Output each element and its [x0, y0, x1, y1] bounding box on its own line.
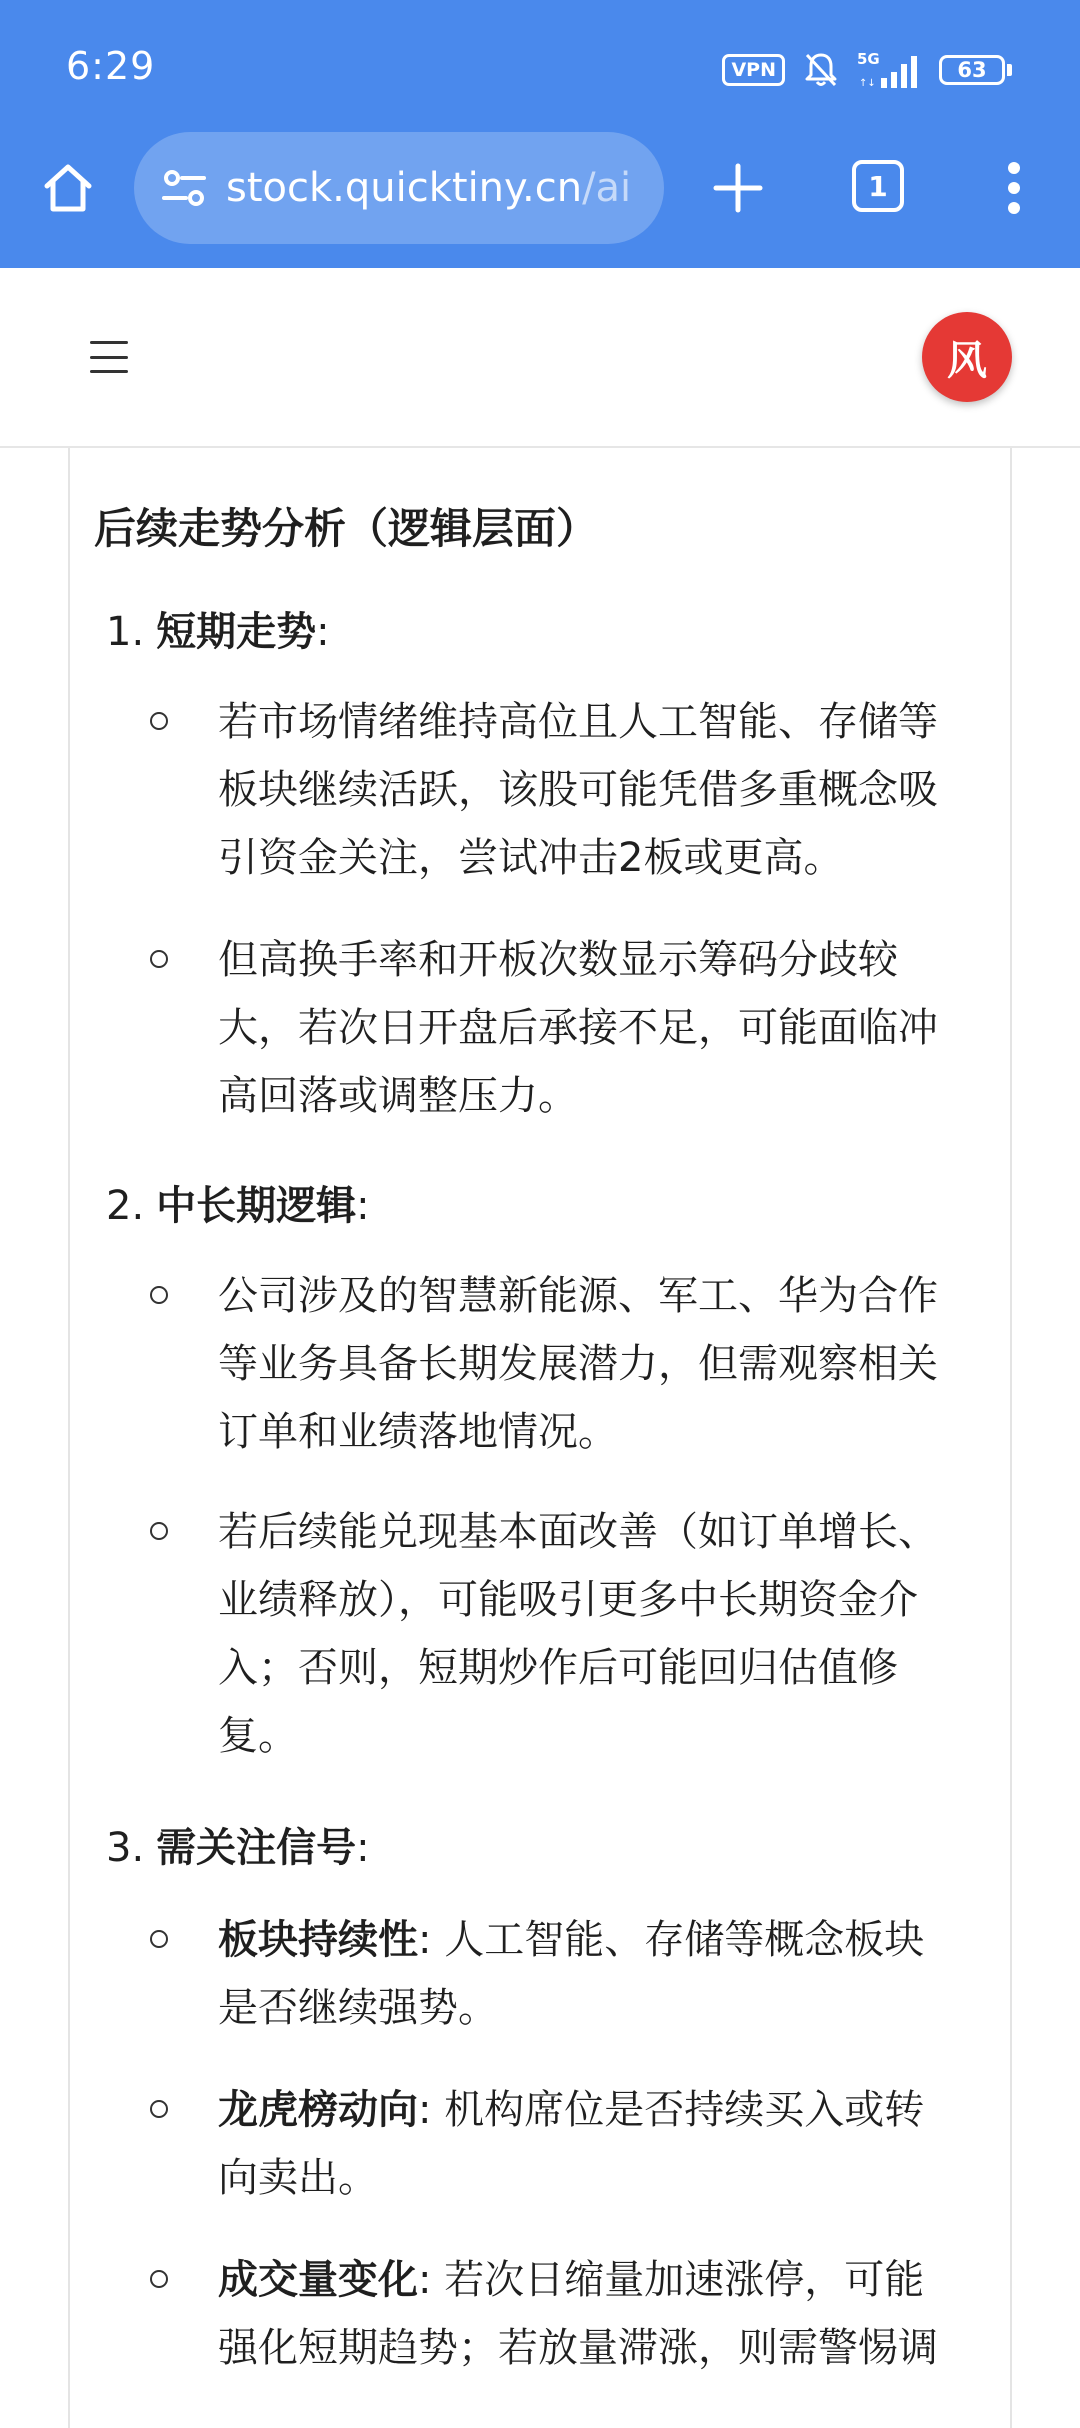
bell-muted-icon	[801, 50, 841, 90]
hollow-bullet-icon	[150, 712, 168, 730]
list-item-line: 龙虎榜动向: 机构席位是否持续买入或转	[218, 2087, 925, 2133]
list-item-line: 大，若次日开盘后承接不足，可能面临冲	[218, 1005, 938, 1051]
address-bar[interactable]	[134, 132, 664, 244]
battery-level: 63	[939, 55, 1005, 85]
list-item-line: 强化短期趋势；若放量滞涨，则需警惕调	[218, 2325, 938, 2371]
battery-icon	[939, 55, 1012, 85]
list-item-line: 板块持续性: 人工智能、存储等概念板块	[218, 1917, 925, 1963]
analysis-card	[68, 448, 1012, 2428]
section-heading: 2. 中长期逻辑:	[106, 1183, 370, 1229]
browser-chrome	[0, 0, 1080, 268]
hollow-bullet-icon	[150, 950, 168, 968]
section-title: 中长期逻辑	[156, 1183, 357, 1229]
section-heading: 1. 短期走势:	[106, 609, 330, 655]
list-item-line: 订单和业绩落地情况。	[218, 1409, 618, 1455]
plus-icon	[712, 162, 764, 214]
section-title: 短期走势	[156, 609, 317, 655]
list-item-line: 高回落或调整压力。	[218, 1073, 578, 1119]
hollow-bullet-icon	[150, 1522, 168, 1540]
url-host: stock.quicktiny.cn	[226, 165, 583, 211]
signal-label: 龙虎榜动向	[218, 2087, 418, 2133]
status-bar	[0, 0, 1080, 140]
list-item-line: 入；否则，短期炒作后可能回归估值修	[218, 1645, 898, 1691]
hamburger-menu-icon[interactable]	[90, 334, 136, 380]
browser-toolbar	[0, 130, 1080, 248]
list-item-line: 复。	[218, 1713, 298, 1759]
status-time: 6:29	[66, 44, 156, 88]
list-item-line: 引资金关注，尝试冲击2板或更高。	[218, 835, 844, 881]
signal-label: 成交量变化	[218, 2257, 418, 2303]
list-item-line: 若后续能兑现基本面改善（如订单增长、	[218, 1509, 938, 1555]
card-title: 后续走势分析（逻辑层面）	[94, 504, 599, 553]
list-item-line: 公司涉及的智慧新能源、军工、华为合作	[218, 1273, 938, 1319]
home-button[interactable]	[36, 156, 100, 220]
more-menu-button[interactable]	[982, 154, 1046, 222]
tab-switcher-button[interactable]: 1	[852, 160, 904, 212]
hollow-bullet-icon	[150, 1286, 168, 1304]
list-item-line: 成交量变化: 若次日缩量加速涨停，可能	[218, 2257, 925, 2303]
svg-text:↑↓: ↑↓	[859, 78, 876, 89]
vpn-icon: VPN	[722, 54, 785, 86]
new-tab-button[interactable]	[706, 156, 770, 220]
signal-icon	[857, 50, 923, 90]
list-item-line: 等业务具备长期发展潜力，但需观察相关	[218, 1341, 938, 1387]
list-item-line: 业绩释放），可能吸引更多中长期资金介	[218, 1577, 918, 1623]
list-item-line: 向卖出。	[218, 2155, 378, 2201]
section-title: 需关注信号	[156, 1825, 357, 1871]
home-icon	[39, 159, 97, 217]
network-type-label: 5G	[857, 50, 880, 68]
list-item-line: 是否继续强势。	[218, 1985, 498, 2031]
hollow-bullet-icon	[150, 1930, 168, 1948]
avatar[interactable]: 风	[922, 312, 1012, 402]
hollow-bullet-icon	[150, 2270, 168, 2288]
section-number: 3.	[106, 1825, 145, 1871]
status-icons	[722, 50, 1012, 90]
site-settings-icon[interactable]	[156, 160, 212, 216]
section-number: 2.	[106, 1183, 145, 1229]
signal-label: 板块持续性	[218, 1917, 418, 1963]
url-path: /ai	[582, 165, 632, 211]
hollow-bullet-icon	[150, 2100, 168, 2118]
section-number: 1.	[106, 609, 145, 655]
list-item-line: 板块继续活跃，该股可能凭借多重概念吸	[218, 767, 938, 813]
section-heading: 3. 需关注信号:	[106, 1825, 370, 1871]
list-item-line: 若市场情绪维持高位且人工智能、存储等	[218, 699, 938, 745]
page-header	[0, 268, 1080, 448]
more-vert-icon	[1004, 160, 1024, 216]
list-item-line: 但高换手率和开板次数显示筹码分歧较	[218, 937, 898, 983]
